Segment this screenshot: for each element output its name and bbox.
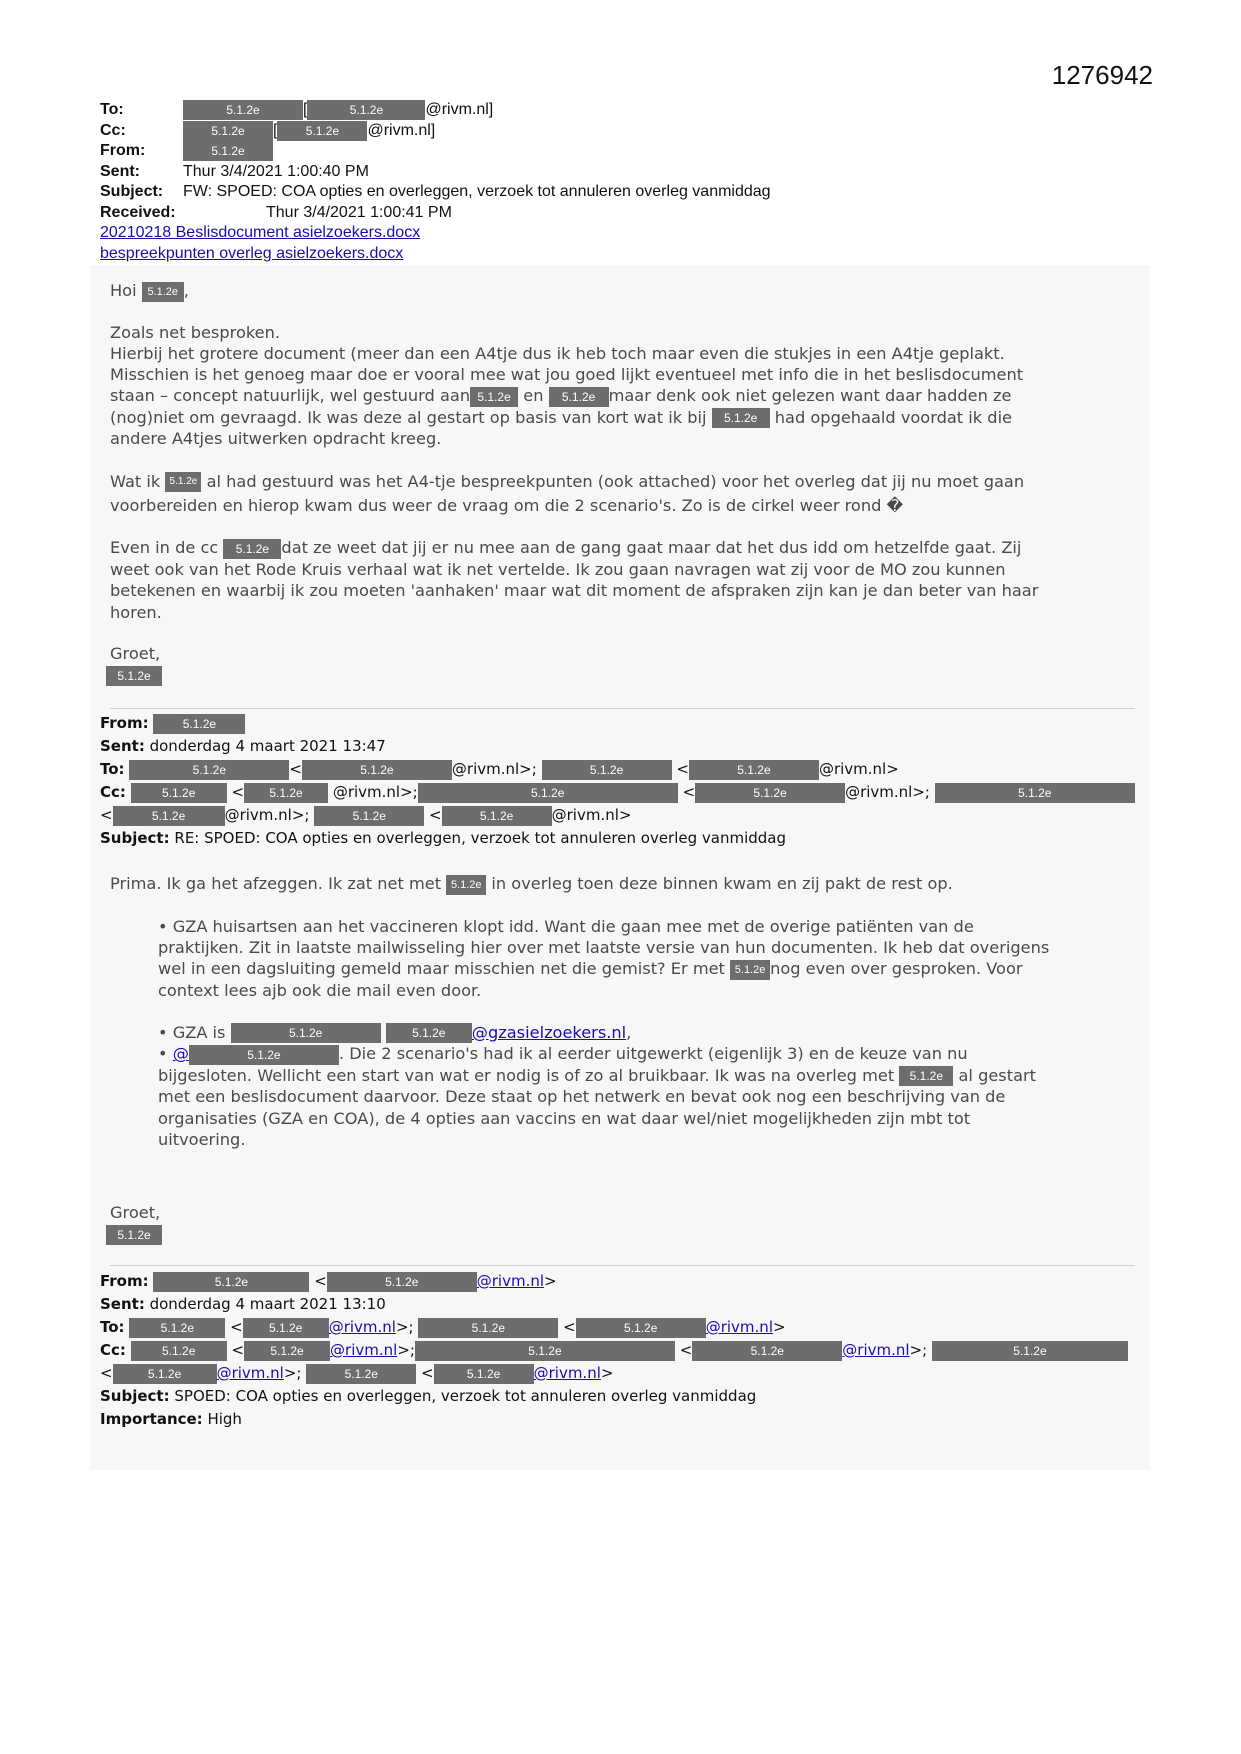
redaction: 5.1.2e — [113, 1364, 217, 1384]
lt: < — [289, 760, 302, 778]
text: bijgesloten. Wellicht een start van wat er nodig is of zo al bruikbaar. Ik was na overleg met — [158, 1065, 895, 1085]
lt: < — [679, 1341, 693, 1359]
cc-label: Cc: — [100, 121, 126, 139]
received-label: Received: — [100, 203, 176, 221]
outer-header — [100, 100, 771, 264]
redaction: 5.1.2e — [446, 875, 486, 895]
importance-value: High — [207, 1410, 242, 1428]
sent-label: Sent: — [100, 162, 140, 180]
redaction: 5.1.2e — [153, 1272, 309, 1292]
redaction: 5.1.2e — [131, 1341, 227, 1361]
gt: > — [772, 1318, 786, 1336]
bullet-line: • GZA huisartsen aan het vaccineren klopt idd. Want die gaan mee met de overige patiënten van de — [158, 916, 974, 936]
to-row — [100, 100, 771, 121]
paragraph-line: Zoals net besproken. — [110, 322, 281, 342]
subject-label: Subject: — [100, 1387, 170, 1405]
paragraph-line: voorbereiden en hierop kwam dus weer de vraag om die 2 scenario's. Zo is de cirkel weer rond � — [110, 496, 904, 516]
subject-label: Subject: — [100, 183, 164, 200]
email-link[interactable]: @rivm.nl — [705, 1318, 773, 1336]
gt: > — [544, 1272, 557, 1290]
text: Wat ik — [110, 471, 161, 491]
redaction: 5.1.2e — [549, 387, 609, 407]
document-id: 1276942 — [1051, 60, 1153, 90]
redaction: 5.1.2e — [327, 1272, 477, 1292]
sent-value: donderdag 4 maart 2021 13:10 — [149, 1295, 386, 1313]
message-2 — [110, 873, 1140, 1245]
redaction: 5.1.2e — [442, 806, 552, 826]
lt: < — [231, 783, 245, 801]
separator — [110, 708, 1135, 709]
lt: < — [563, 1318, 576, 1336]
redaction: 5.1.2e — [183, 100, 303, 120]
email-link[interactable]: @rivm.nl — [328, 1318, 396, 1336]
lt: < — [100, 806, 113, 824]
to-domain: @rivm.nl] — [425, 101, 494, 119]
text: Prima. Ik ga het afzeggen. Ik zat net met — [110, 874, 442, 893]
bullet-line: praktijken. Zit in laatste mailwisseling hier over met laatste versie van hun documenten. Ik heb dat overigens — [158, 937, 1050, 957]
bullet-line: context lees ajb ook die mail even door. — [158, 980, 482, 1000]
address-domain: @rivm.nl>; — [451, 760, 537, 778]
from-label: From: — [100, 142, 146, 160]
sent-value: donderdag 4 maart 2021 13:47 — [149, 737, 386, 755]
text: • GZA is — [158, 1022, 226, 1042]
message-1 — [110, 280, 1140, 686]
redaction: 5.1.2e — [314, 806, 424, 826]
received-row — [100, 203, 771, 224]
gt: > — [600, 1364, 614, 1382]
redaction: 5.1.2e — [223, 539, 281, 559]
redaction: 5.1.2e — [183, 121, 273, 141]
lt: < — [676, 760, 689, 778]
redaction: 5.1.2e — [689, 760, 819, 780]
email-link[interactable]: @rivm.nl — [842, 1341, 910, 1359]
email-link[interactable]: @rivm.nl — [476, 1272, 545, 1290]
redaction: 5.1.2e — [418, 1318, 558, 1338]
redaction: 5.1.2e — [277, 121, 367, 141]
redaction: 5.1.2e — [415, 1341, 675, 1361]
gt: >; — [909, 1341, 928, 1359]
paragraph-line: betekenen en waarbij ik zou moeten 'aanhaken' maar wat dit moment de afspraken zijn kan je dan beter van haar — [110, 581, 1039, 601]
text: (nog)niet om gevraagd. Ik was deze al gestart op basis van kort wat ik bij — [110, 407, 707, 427]
redaction: 5.1.2e — [935, 783, 1135, 803]
redaction: 5.1.2e — [113, 806, 225, 826]
redaction: 5.1.2e — [244, 783, 328, 803]
to-label: To: — [100, 1318, 125, 1336]
importance-label: Importance: — [100, 1410, 203, 1428]
address-domain: @rivm.nl> — [551, 806, 632, 824]
from-label: From: — [100, 1272, 149, 1290]
from-row — [100, 141, 771, 162]
redaction: 5.1.2e — [418, 783, 678, 803]
text: in overleg toen deze binnen kwam en zij pakt de rest op. — [491, 874, 953, 893]
cc-domain: @rivm.nl] — [367, 121, 436, 139]
email-link[interactable]: @gzasielzoekers.nl — [471, 1022, 627, 1042]
lt: < — [429, 806, 442, 824]
redaction: 5.1.2e — [153, 714, 245, 734]
address-domain: @rivm.nl> — [818, 760, 899, 778]
redaction: 5.1.2e — [165, 472, 201, 492]
paragraph-line: horen. — [110, 602, 162, 622]
redaction: 5.1.2e — [386, 1023, 472, 1043]
received-value: Thur 3/4/2021 1:00:41 PM — [266, 203, 452, 221]
redaction: 5.1.2e — [142, 282, 184, 302]
paragraph-line: andere A4tjes uitwerken opdracht kreeg. — [110, 429, 442, 449]
redaction: 5.1.2e — [244, 1341, 330, 1361]
subject-label: Subject: — [100, 829, 170, 847]
redaction: 5.1.2e — [106, 1225, 162, 1245]
text: had opgehaald voordat ik die — [774, 407, 1013, 427]
comma: , — [626, 1022, 632, 1042]
text: wel in een dagsluiting gemeld maar misschien net die gemist? Er met — [158, 959, 725, 979]
separator — [110, 1265, 1135, 1266]
cc-label: Cc: — [100, 783, 126, 801]
text: staan – concept natuurlijk, wel gestuurd aan — [110, 386, 471, 406]
greeting: Hoi — [110, 281, 137, 300]
lt: < — [421, 1364, 434, 1382]
address-domain: @rivm.nl>; — [224, 806, 310, 824]
redaction: 5.1.2e — [470, 387, 518, 407]
redaction: 5.1.2e — [183, 141, 273, 161]
subject-value: SPOED: COA opties en overleggen, verzoek tot annuleren overleg vanmiddag — [174, 1387, 757, 1405]
gt: >; — [397, 1341, 415, 1359]
bullet-line: met een beslisdocument daarvoor. Deze staat op het netwerk en bevat ook nog een beschrijving van de — [158, 1087, 1006, 1107]
quoted-header-1 — [100, 712, 1135, 850]
sent-label: Sent: — [100, 737, 145, 755]
email-link[interactable]: @rivm.nl — [533, 1364, 601, 1382]
redaction: 5.1.2e — [129, 1318, 225, 1338]
attachment-link[interactable]: 20210218 Beslisdocument asielzoekers.docx — [100, 224, 421, 241]
quoted-header-2 — [100, 1270, 1128, 1431]
redaction: 5.1.2e — [106, 666, 162, 686]
signoff: Groet, — [110, 643, 161, 663]
paragraph-line: Hierbij het grotere document (meer dan een A4tje dus ik heb toch maar even die stukjes in een A4tje geplakt. — [110, 343, 1005, 363]
redaction: 5.1.2e — [692, 1341, 842, 1361]
redaction: 5.1.2e — [306, 1364, 416, 1384]
gt: >; — [395, 1318, 414, 1336]
cc-label: Cc: — [100, 1341, 126, 1359]
paragraph-line: Misschien is het genoeg maar doe er vooral mee wat jou goed lijkt eventueel met info die in het beslisdocument — [110, 365, 1024, 385]
address-domain: @rivm.nl>; — [845, 783, 930, 801]
gt: >; — [283, 1364, 302, 1382]
to-label: To: — [100, 101, 124, 119]
email-link[interactable]: @ — [172, 1044, 189, 1064]
attachment-link[interactable]: bespreekpunten overleg asielzoekers.docx — [100, 244, 404, 262]
redaction: 5.1.2e — [576, 1318, 706, 1338]
redaction: 5.1.2e — [243, 1318, 329, 1338]
signoff: Groet, — [110, 1203, 161, 1223]
redaction: 5.1.2e — [434, 1364, 534, 1384]
redaction: 5.1.2e — [695, 783, 845, 803]
text: al had gestuurd was het A4-tje bespreekpunten (ook attached) voor het overleg dat jij nu moet gaan — [206, 471, 1025, 491]
from-label: From: — [100, 714, 149, 732]
redaction: 5.1.2e — [730, 960, 770, 980]
redaction: 5.1.2e — [307, 100, 425, 120]
bracket: [ — [303, 101, 308, 119]
redaction: 5.1.2e — [131, 783, 227, 803]
subject-row — [100, 182, 771, 203]
sent-row — [100, 162, 771, 183]
address-domain: @rivm.nl>; — [332, 783, 418, 801]
subject-value: FW: SPOED: COA opties en overleggen, verzoek tot annuleren overleg vanmiddag — [183, 183, 771, 200]
lt: < — [682, 783, 696, 801]
subject-value: RE: SPOED: COA opties en overleggen, verzoek tot annuleren overleg vanmiddag — [174, 829, 787, 847]
redaction: 5.1.2e — [542, 760, 672, 780]
lt: < — [231, 1341, 245, 1359]
bullet: • — [158, 1044, 168, 1064]
bracket: [ — [273, 121, 278, 139]
lt: < — [100, 1364, 113, 1382]
bullet-line: organisaties (GZA en COA), de 4 opties aan vaccins en wat daar wel/niet mogelijkheden zijn mbt tot — [158, 1108, 971, 1128]
redaction: 5.1.2e — [712, 408, 770, 428]
text: al gestart — [958, 1065, 1036, 1085]
text: nog even over gesproken. Voor — [770, 959, 1023, 979]
text: dat ze weet dat jij er nu mee aan de gang gaat maar dat het dus idd om hetzelfde gaat. Zij — [281, 538, 1022, 558]
redaction: 5.1.2e — [189, 1045, 339, 1065]
bullet-line: uitvoering. — [158, 1129, 246, 1149]
paragraph-line: weet ook van het Rode Kruis verhaal wat ik net vertelde. Ik zou gaan navragen wat zij voor de MO zou kunnen — [110, 559, 1006, 579]
sent-label: Sent: — [100, 1295, 145, 1313]
bullet-list — [110, 916, 1140, 1151]
text: en — [523, 386, 544, 406]
to-label: To: — [100, 760, 125, 778]
redaction: 5.1.2e — [129, 760, 289, 780]
text: . Die 2 scenario's had ik al eerder uitgewerkt (eigenlijk 3) en de keuze van nu — [338, 1044, 968, 1064]
email-link[interactable]: @rivm.nl — [330, 1341, 398, 1359]
sent-value: Thur 3/4/2021 1:00:40 PM — [183, 162, 369, 180]
lt: < — [314, 1272, 327, 1290]
email-link[interactable]: @rivm.nl — [216, 1364, 284, 1382]
lt: < — [230, 1318, 243, 1336]
redaction: 5.1.2e — [932, 1341, 1128, 1361]
redaction: 5.1.2e — [899, 1066, 953, 1086]
redaction: 5.1.2e — [302, 760, 452, 780]
redaction: 5.1.2e — [231, 1023, 381, 1043]
comma: , — [183, 281, 189, 300]
cc-row — [100, 121, 771, 142]
text: maar denk ook niet gelezen want daar hadden ze — [608, 386, 1012, 406]
text: Even in de cc — [110, 538, 219, 558]
